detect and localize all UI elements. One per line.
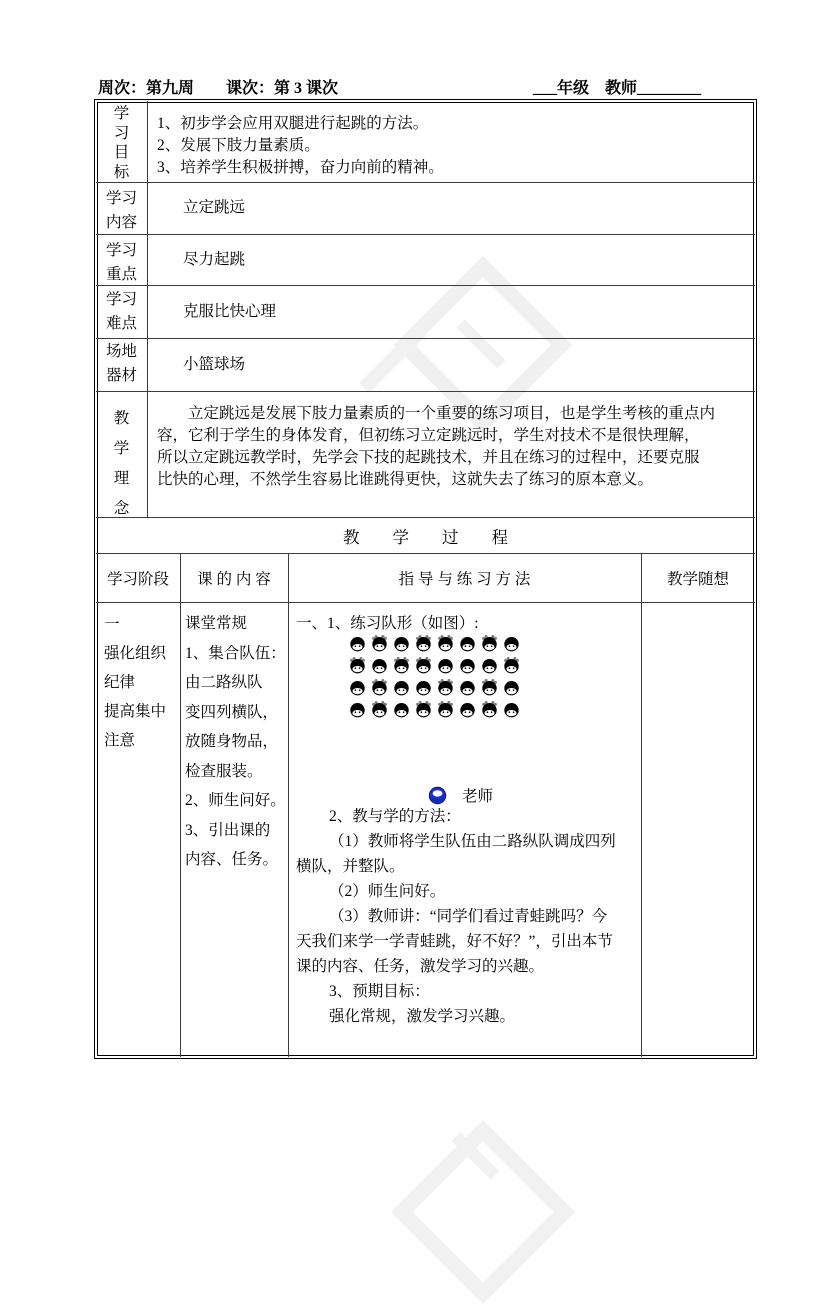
- girl-student-icon: [415, 634, 432, 652]
- field-equipment-text: 小篮球场: [183, 356, 246, 373]
- girl-student-icon: [481, 678, 498, 696]
- column-header-learning-stage: 学习阶段: [106, 570, 169, 588]
- learning-goals-text: 1、初步学会应用双腿进行起跳的方法。 2、发展下肢力量素质。 3、培养学生积极拼搏，奋力向前的精神。: [157, 115, 444, 176]
- boy-student-icon: [349, 700, 366, 718]
- row-divider: [96, 285, 755, 286]
- boy-student-icon: [415, 678, 432, 696]
- formation-row: [349, 656, 520, 674]
- girl-student-icon: [481, 634, 498, 652]
- row-divider: [96, 517, 755, 518]
- boy-student-icon: [503, 700, 520, 718]
- teacher-legend: [428, 784, 493, 806]
- label-learning-difficulty: 学习 难点: [105, 291, 137, 332]
- column-header-teaching-reflection: 教学随想: [666, 570, 729, 588]
- teacher-ball-icon: [428, 786, 447, 805]
- girl-student-icon: [415, 700, 432, 718]
- label-learning-key-point: 学习 重点: [105, 242, 137, 283]
- girl-student-icon: [349, 656, 366, 674]
- learning-key-point-text: 尽力起跳: [183, 251, 246, 268]
- boy-student-icon: [503, 634, 520, 652]
- label-learning-content: 学习 内容: [105, 190, 137, 231]
- row-divider: [96, 234, 755, 235]
- page-header-grade-teacher: ___年级 教师________: [533, 80, 702, 97]
- column-divider: [288, 553, 289, 1057]
- teacher-label: 老师: [462, 788, 494, 805]
- girl-student-icon: [437, 700, 454, 718]
- column-header-guidance-methods: 指 导 与 练 习 方 法: [398, 570, 531, 588]
- boy-student-icon: [349, 634, 366, 652]
- watermark-diamond-bottom: [391, 1120, 575, 1304]
- teaching-methods-text: 2、教与学的方法： （1）教师将学生队伍由二路纵队调成四列 横队，并整队。 （2）师生问好。 （3）教师讲：“同学们看过青蛙跳吗？今 天我们来学一学青蛙跳，好不好？”，引出本节 课的内容、任务，激发学习的兴趣。 3、预期目标： 强化常规，激发学习兴趣。: [296, 808, 616, 1025]
- boy-student-icon: [437, 656, 454, 674]
- girl-student-icon: [437, 678, 454, 696]
- boy-student-icon: [393, 678, 410, 696]
- column-divider: [180, 553, 181, 1057]
- girl-student-icon: [393, 656, 410, 674]
- label-column-divider: [147, 101, 148, 517]
- girl-student-icon: [415, 656, 432, 674]
- boy-student-icon: [459, 634, 476, 652]
- formation-row: [349, 634, 520, 652]
- boy-student-icon: [481, 656, 498, 674]
- column-divider: [641, 553, 642, 1057]
- girl-student-icon: [371, 700, 388, 718]
- page-header-week-lesson: 周次：第九周 课次：第 3 课次: [98, 80, 339, 97]
- teaching-concept-text: 立定跳远是发展下肢力量素质的一个重要的练习项目，也是学生考核的重点内 容，它利于学生的身体发育，但初练习立定跳远时，学生对技术不是很快理解， 所以立定跳远教学时，先学会下技的起跳技术，并且在练习的过程中，还要克服 比快的心理，不然学生容易比谁跳得更快，这就失去了练习的原本意义。: [157, 405, 716, 488]
- boy-student-icon: [459, 656, 476, 674]
- boy-student-icon: [371, 656, 388, 674]
- row-divider: [96, 182, 755, 183]
- teaching-process-banner: 教 学 过 程: [343, 528, 508, 547]
- boy-student-icon: [349, 678, 366, 696]
- girl-student-icon: [481, 700, 498, 718]
- row-divider: [96, 338, 755, 339]
- label-field-equipment: 场地 器材: [105, 343, 137, 384]
- row-divider: [96, 602, 755, 603]
- label-learning-goals: 学 习 目 标: [113, 105, 130, 181]
- girl-student-icon: [503, 656, 520, 674]
- boy-student-icon: [393, 634, 410, 652]
- boy-student-icon: [459, 678, 476, 696]
- lesson-content-cell: 课堂常规 1、集合队伍： 由二路纵队 变四列横队， 放随身物品， 检查服装。 2、师生问好。 3、引出课的 内容、任务。: [185, 615, 286, 868]
- label-teaching-concept: 教 学 理 念: [113, 410, 130, 517]
- girl-student-icon: [437, 634, 454, 652]
- column-header-lesson-content: 课 的 内 容: [197, 570, 271, 588]
- boy-student-icon: [459, 700, 476, 718]
- boy-student-icon: [393, 700, 410, 718]
- formation-row: [349, 678, 520, 696]
- girl-student-icon: [371, 634, 388, 652]
- practice-formation-title: 一、1、练习队形（如图）:: [296, 615, 479, 632]
- student-formation-diagram: [349, 634, 520, 722]
- girl-student-icon: [371, 678, 388, 696]
- learning-difficulty-text: 克服比快心理: [183, 303, 277, 320]
- lesson-plan-table: [96, 101, 755, 1057]
- formation-row: [349, 700, 520, 718]
- boy-student-icon: [503, 678, 520, 696]
- learning-content-text: 立定跳远: [183, 199, 246, 216]
- learning-stage-cell: 一 强化组织 纪律 提高集中 注意: [104, 616, 167, 749]
- row-divider: [96, 391, 755, 392]
